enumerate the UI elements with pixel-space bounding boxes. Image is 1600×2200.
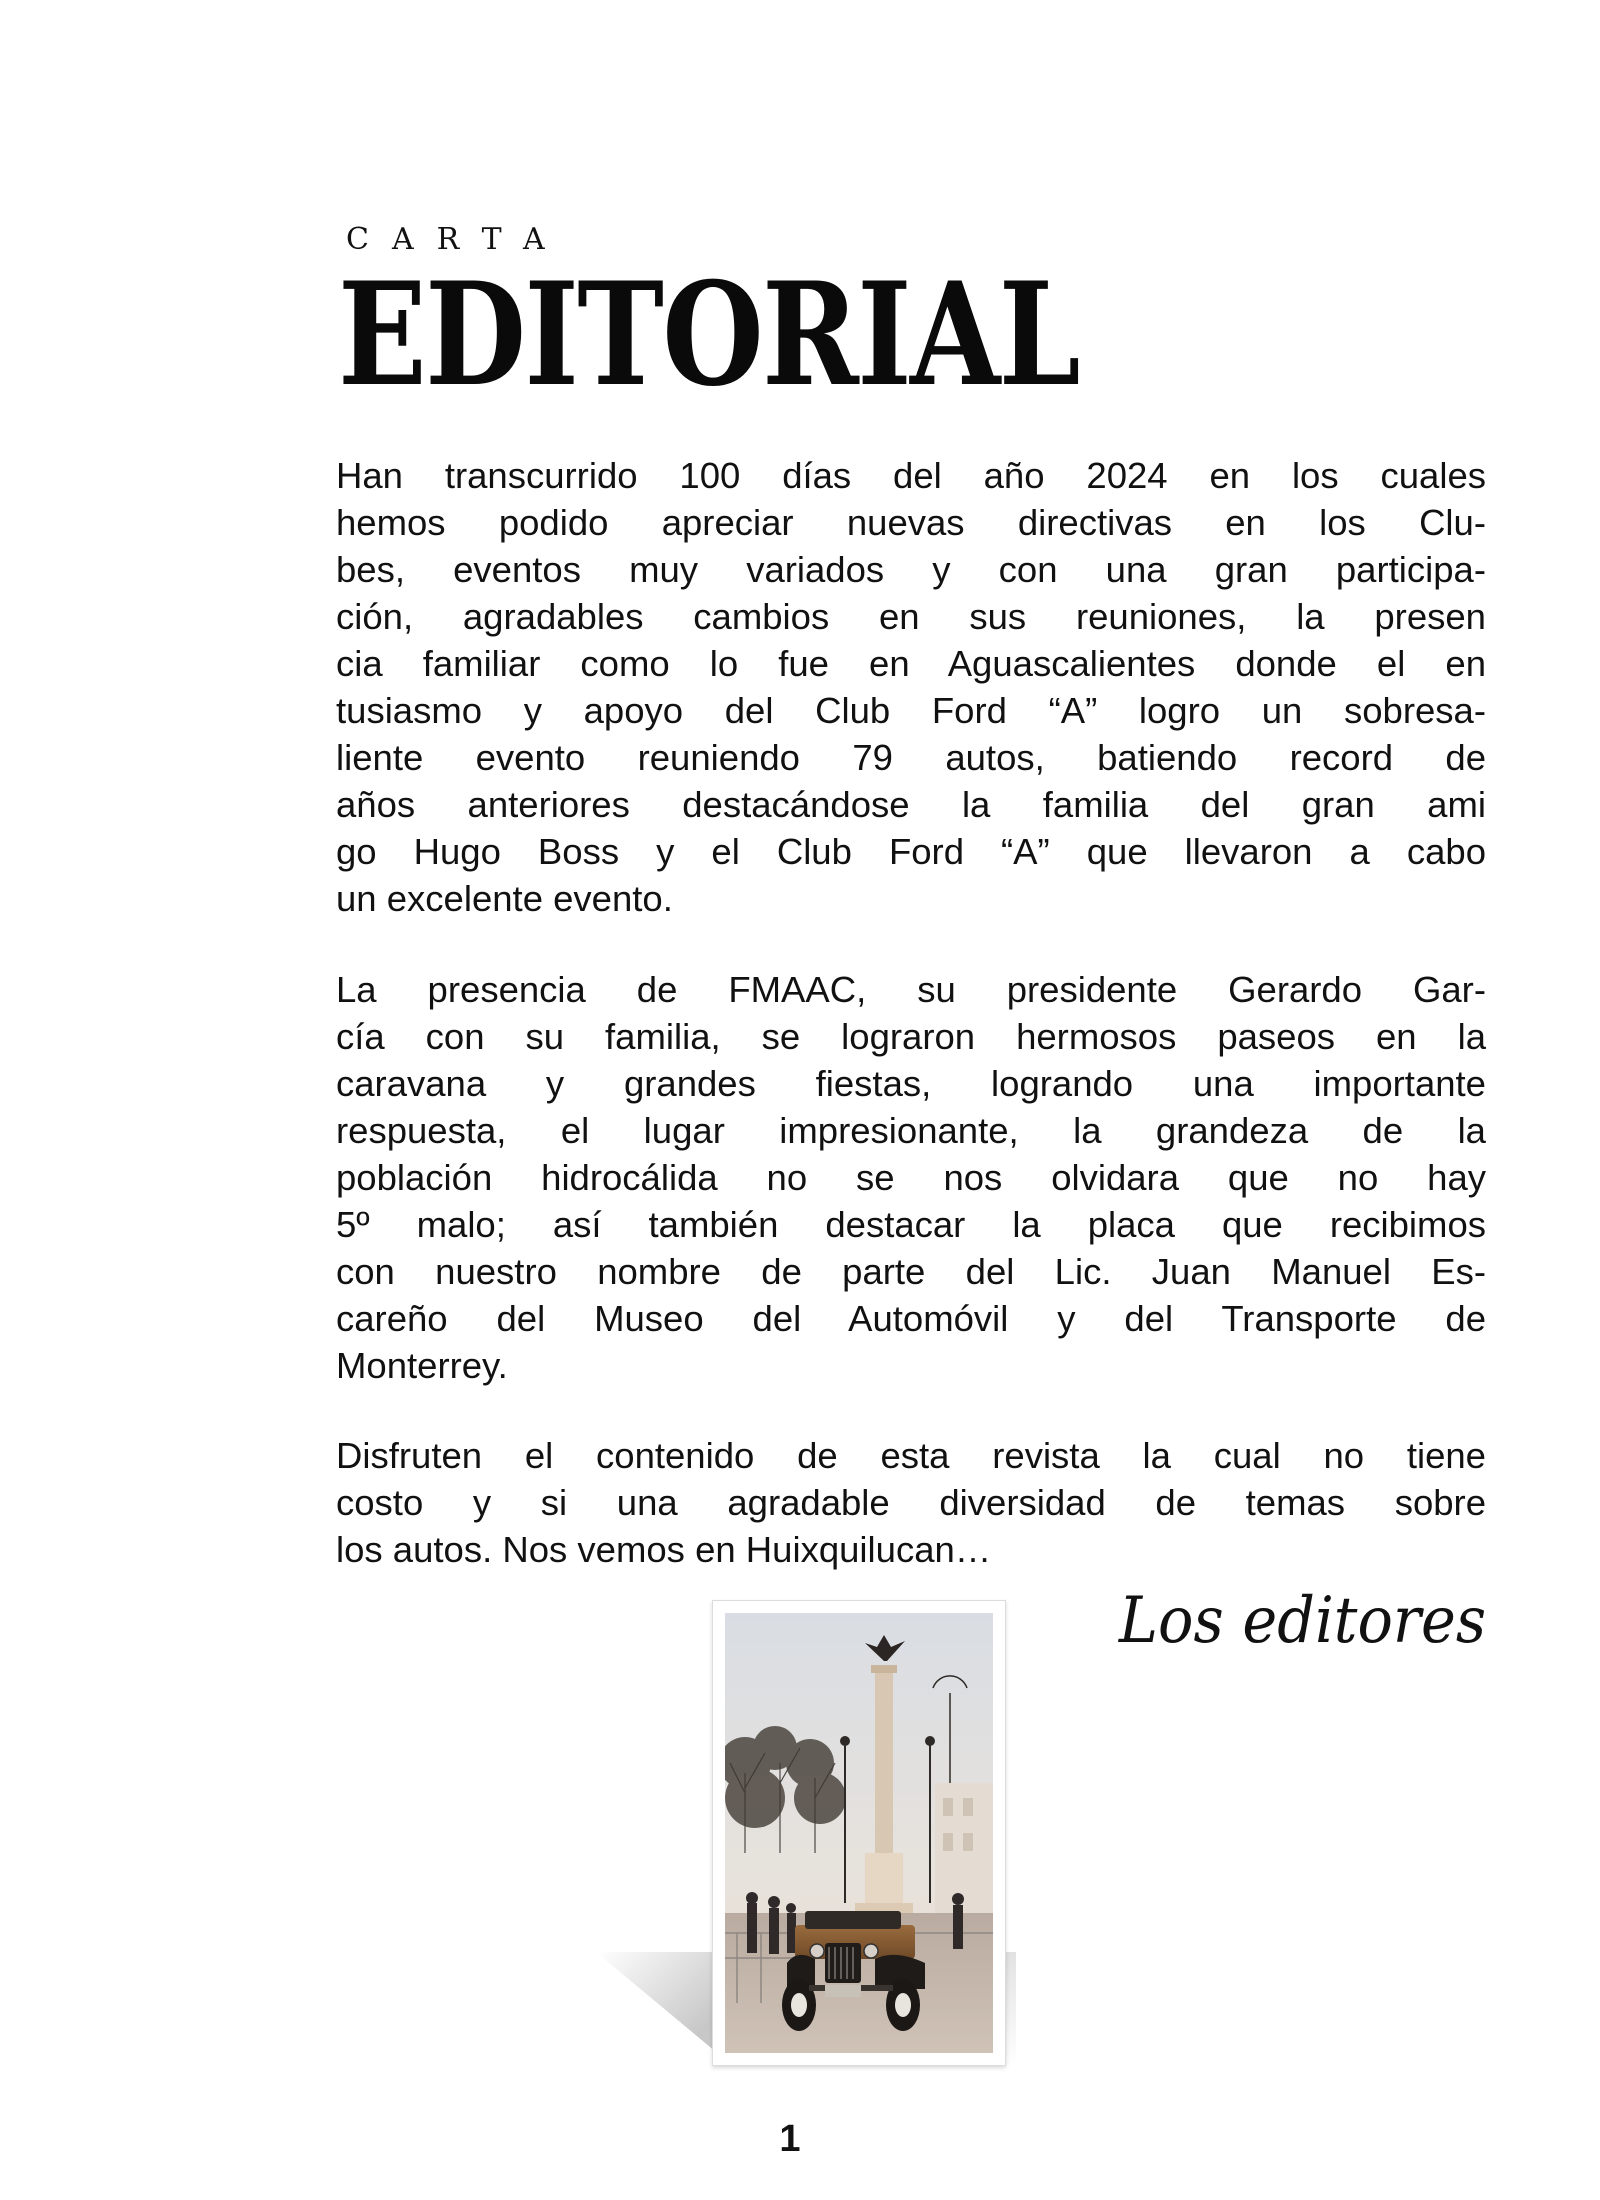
paragraph-line: careño del Museo del Automóvil y del Transporte de	[336, 1298, 1486, 1339]
paragraph-1	[336, 452, 1486, 922]
paragraph-3	[336, 1432, 1486, 1573]
paragraph-line: respuesta, el lugar impresionante, la grandeza de la	[336, 1110, 1486, 1151]
paragraph-line: un excelente evento.	[336, 878, 673, 919]
paragraph-2	[336, 966, 1486, 1389]
paragraph-line: liente evento reuniendo 79 autos, batiendo record de	[336, 737, 1486, 778]
page-number: 1	[779, 2118, 801, 2160]
paragraph-line: con nuestro nombre de parte del Lic. Juan Manuel Es-	[336, 1251, 1486, 1292]
paragraph-line: cía con su familia, se lograron hermosos paseos en la	[336, 1016, 1486, 1057]
paragraph-line: caravana y grandes fiestas, logrando una importante	[336, 1063, 1486, 1104]
paragraph-line: los autos. Nos vemos en Huixquilucan…	[336, 1529, 992, 1570]
section-kicker: CARTA	[346, 222, 568, 257]
paragraph-line: Monterrey.	[336, 1345, 508, 1386]
paragraph-line: hemos podido apreciar nuevas directivas en los Clu-	[336, 502, 1486, 543]
paragraph-line: cia familiar como lo fue en Aguascalientes donde el en	[336, 643, 1486, 684]
paragraph-line: La presencia de FMAAC, su presidente Gerardo Gar-	[336, 969, 1486, 1010]
paragraph-line: 5º malo; así también destacar la placa que recibimos	[336, 1204, 1486, 1245]
paragraph-line: costo y si una agradable diversidad de temas sobre	[336, 1482, 1486, 1523]
paragraph-line: población hidrocálida no se nos olvidara que no hay	[336, 1157, 1486, 1198]
vintage-car-photo	[725, 1613, 993, 2053]
photo-frame	[712, 1600, 1006, 2066]
paragraph-line: Han transcurrido 100 días del año 2024 en los cuales	[336, 455, 1486, 496]
paragraph-line: años anteriores destacándose la familia del gran ami	[336, 784, 1486, 825]
paragraph-line: tusiasmo y apoyo del Club Ford “A” logro un sobresa-	[336, 690, 1486, 731]
page-title: EDITORIAL	[338, 252, 1079, 418]
paragraph-line: go Hugo Boss y el Club Ford “A” que llevaron a cabo	[336, 831, 1486, 872]
paragraph-line: Disfruten el contenido de esta revista la cual no tiene	[336, 1435, 1486, 1476]
signature: Los editores	[1118, 1584, 1486, 1658]
paragraph-line: ción, agradables cambios en sus reuniones, la presen	[336, 596, 1486, 637]
paragraph-line: bes, eventos muy variados y con una gran participa-	[336, 549, 1486, 590]
